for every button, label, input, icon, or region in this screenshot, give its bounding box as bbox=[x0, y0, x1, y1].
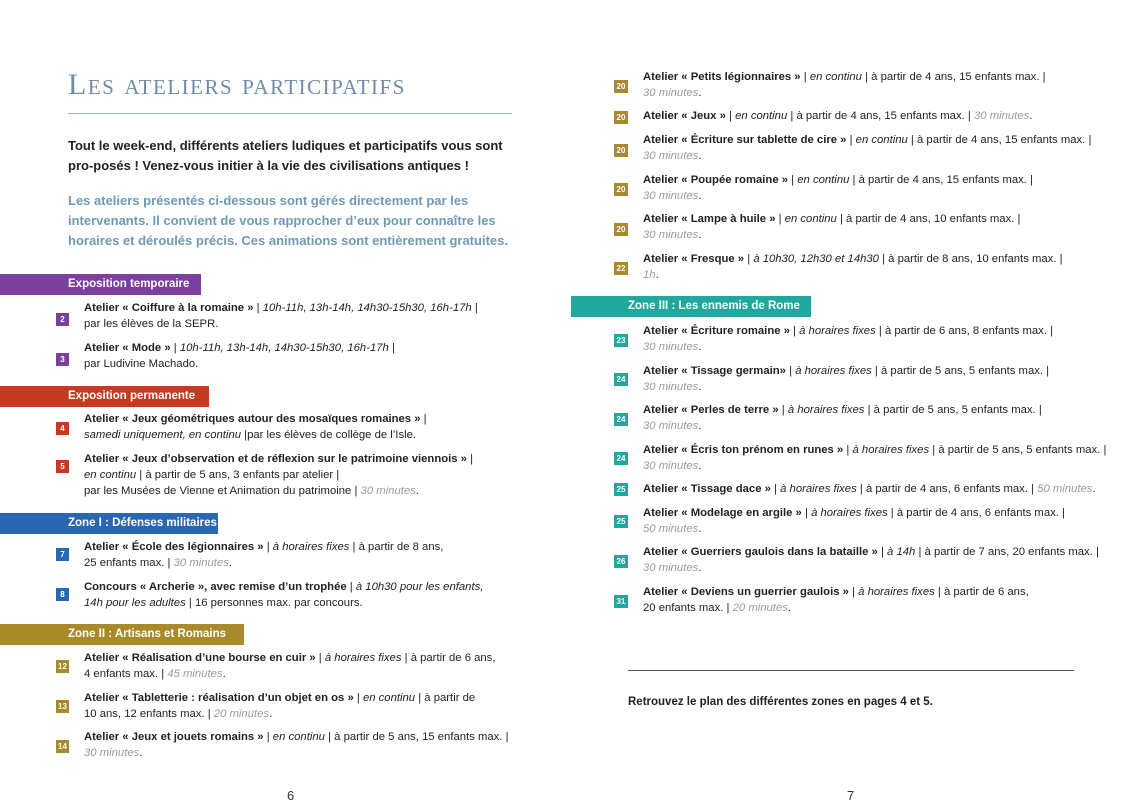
zone-badge: 24 bbox=[614, 413, 628, 426]
atelier-name: Atelier « Écris ton prénom en runes » bbox=[643, 444, 844, 456]
schedule: 10h-11h, 13h-14h, 14h30-15h30, 16h-17h bbox=[179, 342, 389, 354]
separator: | bbox=[263, 541, 273, 553]
zone-badge: 24 bbox=[614, 452, 628, 465]
period: . bbox=[698, 420, 702, 432]
age-info: | à partir de 5 ans, 5 enfants max. | bbox=[871, 365, 1050, 377]
age-info: | à partir de 8 ans, bbox=[349, 541, 444, 553]
zone-badge: 13 bbox=[56, 700, 69, 713]
zone-badge: 14 bbox=[56, 740, 69, 753]
separator: | bbox=[315, 652, 325, 664]
age-info: | à partir de 4 ans, 15 enfants max. | bbox=[861, 71, 1046, 83]
list-item bbox=[84, 539, 554, 571]
age-info: | à partir de 4 ans, 15 enfants max. | bbox=[907, 134, 1092, 146]
schedule: en continu bbox=[84, 469, 137, 481]
zone-badge: 20 bbox=[614, 223, 628, 236]
duration: 45 minutes bbox=[167, 668, 223, 680]
list-item bbox=[643, 251, 1113, 283]
separator: | bbox=[388, 342, 395, 354]
separator: | bbox=[353, 692, 363, 704]
duration: 30 minutes bbox=[643, 87, 699, 99]
list-item bbox=[643, 132, 1113, 164]
capacity: 4 enfants max. | bbox=[84, 668, 165, 680]
zone-badge: 25 bbox=[614, 483, 628, 496]
duration: 30 minutes bbox=[643, 341, 699, 353]
period: . bbox=[655, 269, 659, 281]
age-info: | à partir de 5 ans, 3 enfants par atelier | bbox=[136, 469, 340, 481]
zone-badge: 22 bbox=[614, 262, 628, 275]
list-item bbox=[84, 650, 554, 682]
separator: | bbox=[846, 134, 856, 146]
duration: 30 minutes bbox=[643, 460, 699, 472]
list-item bbox=[84, 451, 554, 499]
separator: | bbox=[800, 71, 810, 83]
schedule: à horaires fixes bbox=[811, 507, 888, 519]
zone-badge: 20 bbox=[614, 111, 628, 124]
schedule: en continu bbox=[855, 134, 908, 146]
section-exposition-temporaire: Exposition temporaire bbox=[0, 274, 201, 295]
organizer: par les Musées de Vienne et Animation du patrimoine | bbox=[84, 485, 358, 497]
schedule: samedi uniquement, en continu bbox=[84, 429, 242, 441]
atelier-name: Atelier « Jeux et jouets romains » bbox=[84, 731, 264, 743]
zone-badge: 3 bbox=[56, 353, 69, 366]
period: . bbox=[269, 708, 273, 720]
atelier-name: Atelier « Poupée romaine » bbox=[643, 174, 789, 186]
age-info: | à partir de 8 ans, 10 enfants max. | bbox=[878, 253, 1063, 265]
age-info: | à partir de 7 ans, 20 enfants max. | bbox=[915, 546, 1099, 558]
plan-reference-note: Retrouvez le plan des différentes zones en pages 4 et 5. bbox=[628, 696, 933, 708]
schedule: à horaires fixes bbox=[272, 541, 350, 553]
capacity: 20 enfants max. | bbox=[643, 602, 730, 614]
capacity: | 16 personnes max. par concours. bbox=[185, 597, 363, 609]
schedule: en continu bbox=[272, 731, 325, 743]
atelier-name: Atelier « Petits légionnaires » bbox=[643, 71, 801, 83]
separator: | bbox=[420, 413, 427, 425]
schedule: à 10h30, 12h30 et 14h30 bbox=[753, 253, 879, 265]
age-info: | à partir de 4 ans, 15 enfants max. | bbox=[849, 174, 1033, 186]
page-number-right: 7 bbox=[847, 788, 855, 803]
duration: 50 minutes bbox=[643, 523, 699, 535]
age-info: | à partir de 5 ans, 5 enfants max. | bbox=[929, 444, 1107, 456]
period: . bbox=[698, 562, 702, 574]
period: . bbox=[1092, 483, 1096, 495]
period: . bbox=[228, 557, 233, 569]
separator: | bbox=[466, 453, 474, 465]
zone-badge: 2 bbox=[56, 313, 69, 326]
separator: | bbox=[770, 483, 781, 495]
zone-badge: 4 bbox=[56, 422, 69, 435]
atelier-name: Concours « Archerie », avec remise d’un trophée bbox=[84, 581, 347, 593]
list-item bbox=[643, 584, 1113, 616]
list-item bbox=[643, 442, 1113, 474]
separator: | bbox=[170, 342, 180, 354]
section-zone-1: Zone I : Défenses militaires bbox=[0, 513, 218, 534]
atelier-name: Atelier « Guerriers gaulois dans la bataille » bbox=[643, 546, 878, 558]
age-info: | à partir de bbox=[415, 692, 476, 704]
separator: | bbox=[744, 253, 754, 265]
info-note: Les ateliers présentés ci-dessous sont gérés directement par les intervenants. Il convient de vous rapprocher d’eux pour connaître les horaires et déroulés précis. Ces animations sont entièrement gratuites. bbox=[68, 193, 508, 248]
separator: | bbox=[725, 110, 736, 122]
age-info: | à partir de 5 ans, 15 enfants max. | bbox=[324, 731, 509, 743]
separator: | bbox=[789, 325, 800, 337]
list-item bbox=[643, 172, 1113, 204]
duration: 30 minutes bbox=[643, 420, 699, 432]
duration: 30 minutes bbox=[973, 110, 1030, 122]
duration: 30 minutes bbox=[84, 747, 140, 759]
list-item bbox=[643, 544, 1113, 576]
atelier-name: Atelier « École des légionnaires » bbox=[84, 541, 264, 553]
schedule: en continu bbox=[809, 71, 862, 83]
schedule: à horaires fixes bbox=[799, 325, 876, 337]
atelier-name: Atelier « Deviens un guerrier gaulois » bbox=[643, 586, 849, 598]
list-item bbox=[84, 411, 554, 443]
list-item bbox=[643, 402, 1113, 434]
separator: | bbox=[775, 213, 785, 225]
atelier-name: Atelier « Coiffure à la romaine » bbox=[84, 302, 254, 314]
page-title: Les ateliers participatifs bbox=[68, 68, 406, 101]
duration: 20 minutes bbox=[732, 602, 788, 614]
atelier-name: Atelier « Tissage dace » bbox=[643, 483, 771, 495]
separator: | bbox=[785, 365, 796, 377]
period: . bbox=[698, 229, 702, 241]
separator: | bbox=[801, 507, 812, 519]
period: . bbox=[698, 460, 702, 472]
schedule: en continu bbox=[784, 213, 837, 225]
period: . bbox=[698, 523, 702, 535]
schedule: 10h-11h, 13h-14h, 14h30-15h30, 16h-17h bbox=[262, 302, 472, 314]
period: . bbox=[698, 381, 702, 393]
atelier-name: Atelier « Lampe à huile » bbox=[643, 213, 776, 225]
separator: | bbox=[843, 444, 853, 456]
schedule: en continu bbox=[735, 110, 788, 122]
atelier-name: Atelier « Jeux géométriques autour des mosaïques romaines » bbox=[84, 413, 421, 425]
atelier-name: Atelier « Tissage germain» bbox=[643, 365, 786, 377]
organizer: par les élèves de la SEPR. bbox=[84, 318, 219, 330]
atelier-name: Atelier « Écriture romaine » bbox=[643, 325, 790, 337]
separator: | bbox=[848, 586, 859, 598]
zone-badge: 24 bbox=[614, 373, 628, 386]
zone-badge: 7 bbox=[56, 548, 69, 561]
duration: 50 minutes bbox=[1037, 483, 1093, 495]
organizer: par les élèves de collège de l’Isle. bbox=[247, 429, 417, 441]
section-exposition-permanente: Exposition permanente bbox=[0, 386, 209, 407]
zone-badge: 20 bbox=[614, 80, 628, 93]
duration: 30 minutes bbox=[643, 190, 699, 202]
age-info: | à partir de 5 ans, 5 enfants max. | bbox=[864, 404, 1042, 416]
zone-badge: 23 bbox=[614, 334, 628, 347]
zone-badge: 25 bbox=[614, 515, 628, 528]
period: . bbox=[1029, 110, 1033, 122]
capacity: 10 ans, 12 enfants max. | bbox=[84, 708, 211, 720]
atelier-name: Atelier « Tabletterie : réalisation d’un objet en os » bbox=[84, 692, 354, 704]
atelier-name: Atelier « Écriture sur tablette de cire » bbox=[643, 134, 847, 146]
list-item bbox=[643, 505, 1113, 537]
atelier-name: Atelier « Réalisation d’une bourse en cuir » bbox=[84, 652, 316, 664]
page-number-left: 6 bbox=[287, 788, 295, 803]
zone-badge: 8 bbox=[56, 588, 69, 601]
age-info: | à partir de 6 ans, bbox=[401, 652, 496, 664]
period: . bbox=[139, 747, 143, 759]
period: . bbox=[698, 150, 702, 162]
period: . bbox=[698, 87, 702, 99]
separator: | bbox=[778, 404, 788, 416]
zone-badge: 5 bbox=[56, 460, 69, 473]
duration: 30 minutes bbox=[643, 229, 699, 241]
list-item bbox=[643, 211, 1113, 243]
divider bbox=[628, 670, 1074, 671]
age-info: | à partir de 4 ans, 10 enfants max. | bbox=[836, 213, 1021, 225]
list-item bbox=[84, 579, 554, 611]
intro-text: Tout le week-end, différents ateliers ludiques et participatifs vous sont pro-posés ! Venez-vous initier à la vie des civilisations antiques ! bbox=[68, 138, 503, 173]
period: . bbox=[787, 602, 792, 614]
title-rule bbox=[68, 113, 512, 114]
list-item bbox=[643, 363, 1113, 395]
period: . bbox=[222, 668, 226, 680]
atelier-name: Atelier « Perles de terre » bbox=[643, 404, 779, 416]
duration: 30 minutes bbox=[643, 381, 699, 393]
list-item bbox=[84, 340, 554, 372]
duration: 30 minutes bbox=[643, 150, 699, 162]
schedule-adults: 14h pour les adultes bbox=[84, 597, 186, 609]
separator: | bbox=[346, 581, 356, 593]
atelier-name: Atelier « Mode » bbox=[84, 342, 171, 354]
list-item bbox=[643, 481, 1113, 497]
separator: | bbox=[471, 302, 478, 314]
period: . bbox=[415, 485, 419, 497]
zone-badge: 20 bbox=[614, 183, 628, 196]
zone-badge: 20 bbox=[614, 144, 628, 157]
zone-badge: 12 bbox=[56, 660, 69, 673]
schedule: à horaires fixes bbox=[858, 586, 935, 598]
section-zone-3: Zone III : Les ennemis de Rome bbox=[571, 296, 811, 317]
atelier-name: Atelier « Jeux » bbox=[643, 110, 726, 122]
list-item bbox=[84, 690, 554, 722]
capacity: 25 enfants max. | bbox=[84, 557, 171, 569]
schedule: à horaires fixes bbox=[795, 365, 872, 377]
duration: 20 minutes bbox=[213, 708, 270, 720]
zone-badge: 31 bbox=[614, 595, 628, 608]
list-item bbox=[643, 323, 1113, 355]
schedule: à 10h30 pour les enfants, bbox=[355, 581, 484, 593]
organizer: par Ludivine Machado. bbox=[84, 358, 199, 370]
duration: 30 minutes bbox=[360, 485, 416, 497]
list-item bbox=[84, 300, 554, 332]
separator: | bbox=[788, 174, 798, 186]
separator: | bbox=[877, 546, 888, 558]
period: . bbox=[698, 190, 702, 202]
zone-badge: 26 bbox=[614, 555, 628, 568]
age-info: | à partir de 6 ans, bbox=[934, 586, 1029, 598]
period: . bbox=[698, 341, 702, 353]
age-info: | à partir de 4 ans, 6 enfants max. | bbox=[887, 507, 1065, 519]
schedule: à horaires fixes bbox=[324, 652, 402, 664]
separator: | bbox=[241, 429, 248, 441]
age-info: | à partir de 4 ans, 6 enfants max. | bbox=[856, 483, 1035, 495]
atelier-name: Atelier « Jeux d’observation et de réflexion sur le patrimoine viennois » bbox=[84, 453, 467, 465]
atelier-name: Atelier « Fresque » bbox=[643, 253, 745, 265]
schedule: à horaires fixes bbox=[787, 404, 865, 416]
duration: 1h bbox=[643, 269, 656, 281]
list-item bbox=[643, 108, 1113, 124]
schedule: en continu bbox=[797, 174, 850, 186]
schedule: à horaires fixes bbox=[780, 483, 857, 495]
duration: 30 minutes bbox=[643, 562, 699, 574]
schedule: à horaires fixes bbox=[852, 444, 930, 456]
schedule: à 14h bbox=[887, 546, 916, 558]
age-info: | à partir de 4 ans, 15 enfants max. | bbox=[787, 110, 971, 122]
schedule: en continu bbox=[362, 692, 416, 704]
duration: 30 minutes bbox=[173, 557, 229, 569]
separator: | bbox=[253, 302, 263, 314]
atelier-name: Atelier « Modelage en argile » bbox=[643, 507, 802, 519]
separator: | bbox=[263, 731, 273, 743]
list-item bbox=[643, 69, 1113, 101]
section-zone-2: Zone II : Artisans et Romains bbox=[0, 624, 244, 645]
age-info: | à partir de 6 ans, 8 enfants max. | bbox=[875, 325, 1054, 337]
list-item bbox=[84, 729, 554, 761]
